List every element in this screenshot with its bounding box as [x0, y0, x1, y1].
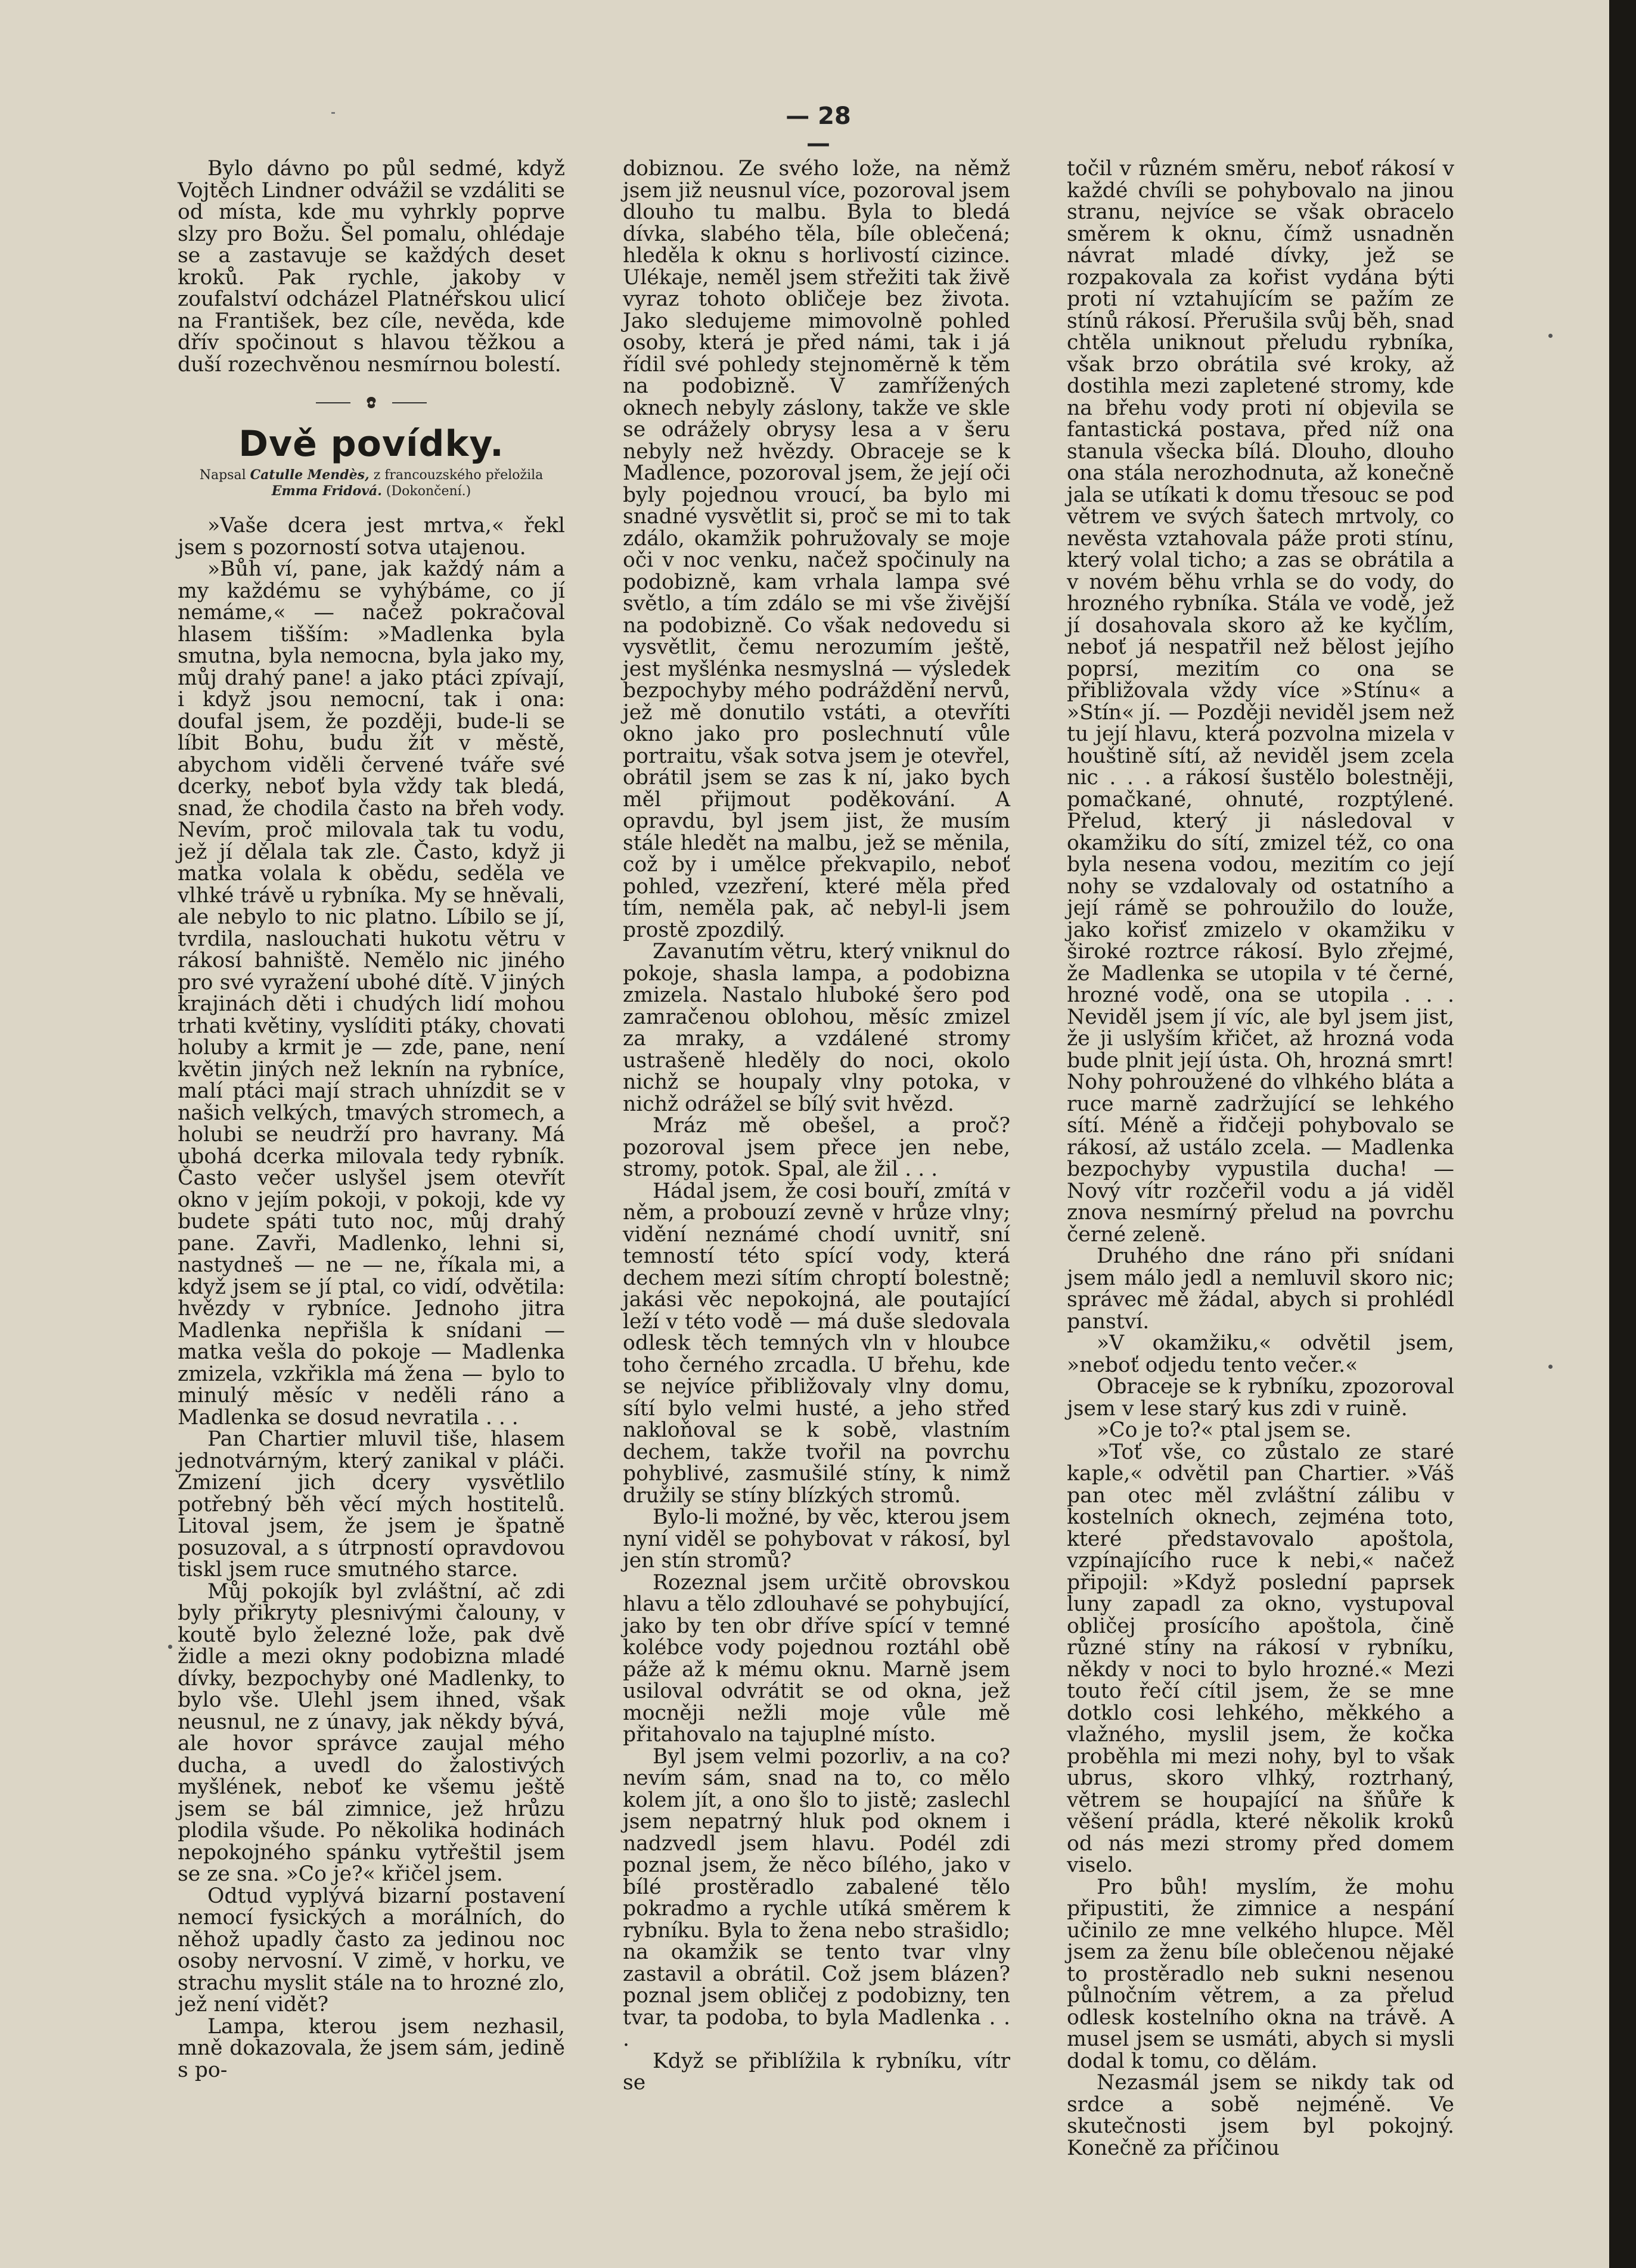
- page-edge-shadow: [1609, 0, 1636, 2268]
- paragraph: Když se přiblížila k rybníku, vítr se: [623, 2049, 1010, 2095]
- page-number: — 28 —: [786, 102, 851, 157]
- print-mark: [1548, 334, 1553, 338]
- paragraph: Můj pokojík byl zvláštní, ač zdi byly přikryty plesnivými čalouny, v koutě bylo železné lože, pak dvě židle a mezi okny podobizna mladé dívky, bezpochyby oné Madlenky, to bylo vše. Ulehl jsem ihned, však neusnul, ne z únavy, jak někdy bývá, ale hovor správce zaujal mého ducha, a uvedl do žalostivých myšlének, neboť ke všemu ještě jsem se bál zimnice, jež hrůzu plodila všude. Po několika hodinách nepokojného spánku vytřeštil jsem se ze sna. »Co je?« křičel jsem.: [178, 1579, 565, 1886]
- fleuron-icon: [359, 395, 383, 411]
- section-ornament: [178, 391, 565, 409]
- paragraph: Obraceje se k rybníku, zpozoroval jsem v lese starý kus zdi v ruině.: [1067, 1375, 1454, 1421]
- print-mark: [1548, 1365, 1553, 1369]
- paragraph: Pan Chartier mluvil tiše, hlasem jednotvárným, který zanikal v pláči. Zmizení jich dcery vysvětlilo potřebný běh věcí mých hostitelů. Litoval jsem, že jsem je špatně posuzoval, a s útrpností opravdovou tiskl jsem ruce smutného starce.: [178, 1427, 565, 1582]
- paragraph: »V okamžiku,« odvětil jsem, »neboť odjedu tento večer.«: [1067, 1331, 1454, 1377]
- print-mark: [331, 112, 335, 114]
- column-3: [1067, 158, 1454, 2159]
- paragraph: Odtud vyplývá bizarní postavení nemocí fysických a morálních, do něhož upadly často za jedinou noc osoby nervosní. V zimě, v horku, ve strachu myslit stále na to hrozné zlo, jež není vidět?: [178, 1884, 565, 2017]
- paragraph: Hádal jsem, že cosi bouří, zmítá v něm, a probouzí zevně v hrůze vlny; vidění neznámé chodí uvnitř, sní temností této spící vody, která dechem mezi sítím chroptí bolestně; jakási věc nepokojná, ale poutající leží v této vodě — má duše sledovala odlesk těch temných vln v hloubce toho černého zrcadla. U břehu, kde se nejvíce přibližovaly vlny domu, sítí bylo velmi husté, a jeho střed nakloňoval se k sobě, vlastním dechem, takže tvořil na povrchu pohyblivé, zasmušilé stíny, k nimž družily se stíny blízkých stromů.: [623, 1179, 1010, 1508]
- paragraph: »Bůh ví, pane, jak každý nám a my každému se vyhýbáme, co jí nemáme,« — načež pokračoval hlasem tišším: »Madlenka byla smutna, byla nemocna, byla jako my, můj drahý pane! a jako ptáci zpívají, i když jsou nemocní, tak i ona: doufal jsem, že později, bude-li se líbit Bohu, budu žít v městě, abychom viděli červené tváře své dcerky, neboť byla vždy tak bledá, snad, že chodila často na břeh vody. Nevím, proč milovala tak tu vodu, jež jí dělala tak zle. Často, když ji matka volala k obědu, seděla ve vlhké trávě u rybníka. My se hněvali, ale nebylo to nic platno. Líbilo se jí, tvrdila, naslouchati hukotu větru v rákosí bahniště. Nemělo nic jiného pro své vyražení ubohé dítě. V jiných krajinách děti i chudých lidí mohou trhati květiny, vyslíditi ptáky, chovati holuby a krmit je — zde, pane, není květin jiných než leknín na rybníce, malí ptáci mají strach uhnízdit se v našich velkých, tmavých stromech, a holubi se neudrží pro havrany. Má ubohá dcerka milovala tedy rybník. Často večer uslyšel jsem otevřít okno v jejím pokoji, v pokoji, kde vy budete spáti tuto noc, můj drahý pane. Zavři, Madlenko, lehni si, nastydneš — ne — ne, říkala mi, a když jsem se jí ptal, co vidí, odvětila: hvězdy v rybníce. Jednoho jitra Madlenka nepřišla k snídani — matka vešla do pokoje — Madlenka zmizela, vzkřikla má žena — bylo to minulý měsíc v neděli ráno a Madlenka se dosud nevratila . . .: [178, 557, 565, 1430]
- paragraph: točil v různém směru, neboť rákosí v každé chvíli se pohybovalo na jinou stranu, nejvíce se však obracelo směrem k oknu, čímž usnadněn návrat mladé dívky, jež se rozpakovala za kořist vydána býti proti ní vztahujícím se pažím ze stínů rákosí. Přerušila svůj běh, snad chtěla uniknout přeludu rybníka, však brzo obrátila své kroky, až dostihla mezi zapletené stromy, kde na břehu vody proti ní objevila se fantastická postava, před níž ona stanula všecka bílá. Dlouho, dlouho ona stála nerozhodnuta, až konečně jala se utíkati k domu třesouc se pod větrem ve svých šatech mrtvoly, co nevěsta vztahovala páže proti stínu, který volal ticho; a zas se obrátila a v novém běhu vrhla se do vody, do hrozného rybníka. Stála ve vodě, jež jí dosahovala skoro až ke kyčlím, neboť já nespatřil než bělost jejího poprsí, mezitím co ona se přibližovala vždy více »Stínu« a »Stín« jí. — Později neviděl jsem než tu její hlavu, která pozvolna mizela v houštině sítí, až neviděl jsem zcela nic . . . a rákosí šustělo bolestněji, pomačkané, ohnuté, rozptýlené. Přelud, který ji následoval v okamžiku do sítí, zmizel též, co ona byla nesena vodou, mezitím co její nohy se vzdalovaly od ostatního a její rámě se pohroužilo do louže, jako kořisť zmizelo v okamžiku v široké roztrce rákosí. Bylo zřejmé, že Madlenka se utopila v té černé, hrozné vodě, ona se utopila . . . Neviděl jsem jí víc, ale byl jsem jist, že ji uslyším křičet, až hrozná voda bude plnit její ústa. Oh, hrozná smrt! Nohy pohroužené do vlhkého bláta a ruce marně zadržující se lehkého sítí. Méně a řidčeji pohybovalo se rákosí, až ustálo zcela. — Madlenka bezpochyby vypustila ducha! — Nový vítr rozčeřil vodu a já viděl znova nesmírný přelud na povrchu černé zeleně.: [1067, 157, 1454, 1247]
- continuation-note: (Dokončení.): [386, 484, 471, 499]
- intro-paragraph: Bylo dávno po půl sedmé, když Vojtěch Lindner odvážil se vzdáliti se od místa, kde mu vyhrkly poprve slzy pro Božu. Šel pomalu, ohlédaje se a zastavuje se každých deset kroků. Pak rychle, jakoby v zoufalství odcházel Platnéřskou ulicí na František, bez cíle, nevěda, kde dřív spočinout s hlavou těžkou a duší rozechvěnou nesmírnou bolestí.: [178, 157, 565, 377]
- paragraph: »Co je to?« ptal jsem se.: [1097, 1418, 1352, 1442]
- paragraph: Bylo-li možné, by věc, kterou jsem nyní viděl se pohybovat v rákosí, byl jen stín stromů?: [623, 1505, 1010, 1573]
- paragraph: Rozeznal jsem určitě obrovskou hlavu a tělo zdlouhavé se pohybující, jako by ten obr dříve spící v temné kolébce vody pojednou roztáhl obě páže až k mému oknu. Marně jsem usiloval odvrátit se od okna, jež mocněji nežli moje vůle mě přitahovalo na tajuplné místo.: [623, 1570, 1010, 1747]
- column-2: [623, 158, 1010, 2094]
- paragraph: »Vaše dcera jest mrtva,« řekl jsem s pozorností sotva utajenou.: [178, 514, 565, 560]
- paragraph: »Toť vše, co zůstalo ze staré kaple,« odvětil pan Chartier. »Váš pan otec měl zvláštní zálibu v kostelních oknech, zejména toto, které představovalo apoštola, vzpínajícího ruce k nebi,« načež připojil: »Když poslední paprsek luny zapadl za okno, vystupoval obličej prosícího apoštola, čině různé stíny na rákosí v rybníku, někdy v noci to bylo hrozné.« Mezi touto řečí cítil jsem, že se mne dotklo cosi lehkého, měkkého a vlažného, myslil jsem, že kočka proběhla mi mezi nohy, byl to však ubrus, skoro vlhký, roztrhaný, větrem se houpající na šňůře k věšení prádla, které několik kroků od nás mezi stromy před domem viselo.: [1067, 1440, 1454, 1877]
- paragraph: Byl jsem velmi pozorliv, a na co? nevím sám, snad na to, co mělo kolem jít, a ono šlo to jistě; zaslechl jsem nepatrný hluk pod oknem i nadzvedl jsem hlavu. Podél zdi poznal jsem, že něco bílého, jako v bílé prostěradlo zabalené tělo pokradmo a rychle utíká směrem k rybníku. Byla to žena nebo strašidlo; na okamžik se tento tvar vlny zastavil a obrátil. Což jsem blázen? poznal jsem obličej z podobizny, ten tvar, ta podoba, to byla Madlenka . . .: [623, 1744, 1010, 2051]
- paragraph: dobiznou. Ze svého lože, na němž jsem již neusnul více, pozoroval jsem dlouho tu malbu. Byla to bledá dívka, slabého těla, bíle oblečená; hleděla k oknu s horlivostí cizince. Ulékaje, neměl jsem střežiti tak živě vyraz tohoto obličeje bez života. Jako sledujeme mimovolně pohled osoby, která je před námi, tak i já řídil své pohledy stejnoměrně k těm na podobizně. V zamřížených oknech nebyly záslony, takže ve skle se odrážely obrysy lesa a v šeru nebyly než hvězdy. Obraceje se k Madlence, pozoroval jsem, že její oči byly pojednou vroucí, ba bylo mi snadné vysvětlit si, proč se mi to tak zdálo, okamžik pohružovaly se moje oči v noc venku, načež spočinuly na podobizně, kam vrhala lampa své světlo, a tím zdálo se mi vše živější na podobizně. Co však nedovedu si vysvětlit, čemu nerozumím ještě, jest myšlénka nesmyslná — výsledek bezpochyby mého podráždění nervů, jež mě donutilo vstáti, a otevříti okno jako pro poslechnutí vůle portraitu, však sotva jsem je otevřel, obrátil jsem se zas k ní, jako bych měl přijmout poděkování. A opravdu, byl jsem jist, že musím stále hledět na malbu, jež se měnila, což by i umělce překvapilo, neboť pohled, vzezření, které měla před tím, neměla pak, ač nebyl-li jsem prostě zpozdilý.: [623, 157, 1010, 942]
- translator-name: Emma Fridová.: [271, 483, 382, 499]
- byline-middle: z francouzského přeložila: [373, 468, 544, 483]
- column-1: [178, 158, 565, 2081]
- paragraph: Druhého dne ráno při snídani jsem málo jedl a nemluvil skoro nic; správec mě žádal, abych si prohlédl panství.: [1067, 1244, 1454, 1334]
- byline: [178, 467, 565, 499]
- print-mark: [168, 1645, 172, 1649]
- paragraph: Nezasmál jsem se nikdy tak od srdce a sobě nejméně. Ve skutečnosti jsem byl pokojný. Konečně za příčinou: [1067, 2071, 1454, 2160]
- paragraph: Lampa, kterou jsem nezhasil, mně dokazovala, že jsem sám, jedině s po-: [178, 2014, 565, 2082]
- paragraph: Zavanutím větru, který vniknul do pokoje, shasla lampa, a podobizna zmizela. Nastalo hluboké šero pod zamračenou oblohou, měsíc zmizel za mraky, a vzdálené stromy ustrašeně hleděly do noci, okolo nichž se houpaly vlny potoka, v nichž odrážel se bílý svit hvězd.: [623, 940, 1010, 1116]
- byline-prefix: Napsal: [199, 468, 246, 483]
- story-title: Dvě povídky.: [238, 423, 504, 465]
- paragraph: Pro bůh! myslím, že mohu připustiti, že zimnice a nespání učinilo ze mne velkého hlupce. Měl jsem za ženu bíle oblečenou nějaké to prostěradlo neb sukni nesenou půlnočním větrem, a za přelud odlesk kostelního okna na trávě. A musel jsem se usmáti, abych si mysli dodal k tomu, co dělám.: [1067, 1875, 1454, 2073]
- author-name: Catulle Mendès,: [250, 467, 370, 483]
- paragraph: Mráz mě obešel, a proč? pozoroval jsem přece jen nebe, stromy, potok. Spal, ale žil . . .: [623, 1114, 1010, 1181]
